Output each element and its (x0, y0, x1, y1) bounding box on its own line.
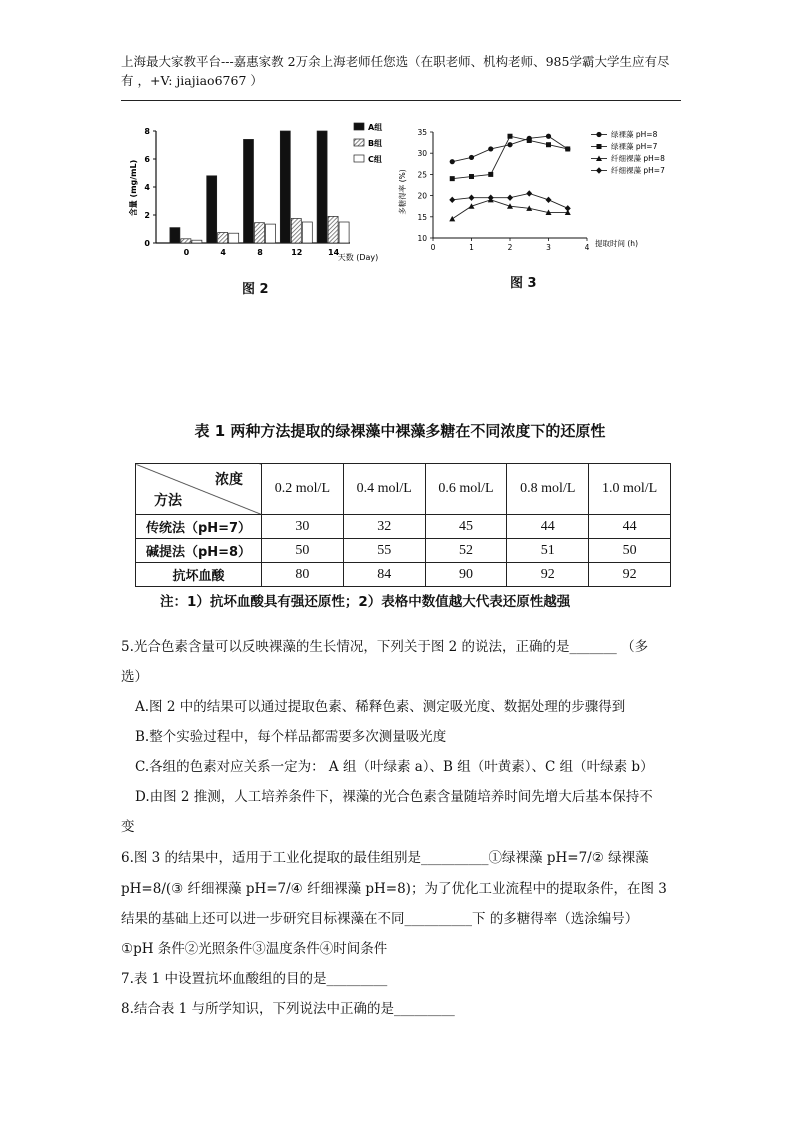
question-6-line-1: 6.图 3 的结果中，适用于工业化提取的最佳组别是__________①绿裸藻 pH=7/② 绿裸藻 (121, 850, 649, 866)
fig2-ylabel: 含量 (mg/mL) (129, 159, 138, 217)
fig2-x-tick-label: 0 (183, 248, 190, 257)
table-cell: 51 (507, 539, 589, 563)
header-line-1: 上海最大家教平台---嘉惠家教 2万余上海老师任您选（在职老师、机构老师、985学霸大学生应有尽 (121, 54, 670, 69)
table-cell: 92 (589, 563, 671, 587)
fig2-x-tick-label: 4 (220, 248, 226, 257)
row-label: 传统法（pH=7） (136, 515, 262, 539)
fig3-y-tick-label: 25 (417, 170, 427, 180)
fig3-point (526, 190, 532, 196)
question-8: 8.结合表 1 与所学知识，下列说法中正确的是_________ (121, 1001, 455, 1017)
table-corner-cell (136, 464, 262, 515)
page-header (121, 52, 681, 90)
fig2-bar (218, 233, 228, 244)
column-header: 0.8 mol/L (507, 464, 589, 515)
fig3-point (488, 195, 494, 201)
fig2-bar (181, 239, 191, 243)
fig2-y-tick-label: 4 (144, 183, 150, 192)
fig2-legend-swatch (354, 123, 364, 130)
figure-2-bar-chart (118, 118, 410, 278)
fig2-legend-swatch (354, 139, 364, 146)
column-header: 0.4 mol/L (343, 464, 425, 515)
column-header: 0.2 mol/L (262, 464, 344, 515)
table-1 (135, 463, 671, 587)
question-5-stem-cont: 选） (121, 669, 148, 685)
fig3-point (565, 205, 571, 211)
table-cell: 90 (425, 563, 507, 587)
fig2-bar (170, 228, 180, 243)
fig3-point (546, 142, 551, 147)
fig3-point (449, 216, 455, 222)
fig2-legend-label: A组 (368, 123, 383, 132)
fig3-point (488, 172, 493, 177)
fig2-x-tick-label: 14 (328, 248, 340, 257)
table-cell: 80 (262, 563, 344, 587)
table-1-title: 表 1 两种方法提取的绿裸藻中裸藻多糖在不同浓度下的还原性 (194, 422, 606, 440)
fig3-point (565, 146, 570, 151)
fig3-point (488, 146, 493, 151)
fig3-point (507, 195, 513, 201)
fig3-point (508, 134, 513, 139)
question-5-option-d-cont: 变 (121, 819, 135, 835)
fig3-legend-label: 绿裸藻 pH=7 (611, 142, 658, 151)
column-header: 0.6 mol/L (425, 464, 507, 515)
figure-2-caption: 图 2 (242, 282, 269, 297)
fig3-point (469, 195, 475, 201)
question-7: 7.表 1 中设置抗坏血酸组的目的是_________ (121, 971, 388, 987)
fig3-legend-marker (596, 132, 601, 137)
question-5-option-c: C.各组的色素对应关系一定为： A 组（叶绿素 a）、B 组（叶黄素）、C 组（叶绿素 b） (135, 759, 654, 775)
fig2-bar (291, 219, 301, 244)
fig3-y-tick-label: 35 (417, 128, 427, 137)
table-row (136, 563, 671, 587)
table-header-row (136, 464, 671, 515)
fig3-y-tick-label: 15 (417, 212, 427, 222)
fig2-bar (255, 223, 265, 243)
fig2-bar (192, 240, 202, 243)
fig3-point (546, 197, 552, 203)
fig3-point (546, 134, 551, 139)
header-divider (121, 100, 681, 101)
fig2-x-tick-label: 12 (291, 248, 303, 257)
fig3-y-tick-label: 10 (417, 234, 427, 243)
fig3-point (449, 197, 455, 203)
fig2-legend-label: B组 (368, 139, 383, 148)
question-6-line-2: pH=8/(③ 纤细裸藻 pH=7/④ 纤细裸藻 pH=8)；为了优化工业流程中的提取条件，在图 3 (121, 881, 667, 897)
fig2-bar (339, 222, 349, 243)
fig3-legend-label: 纤细裸藻 pH=7 (611, 166, 665, 175)
question-6-line-3: 结果的基础上还可以进一步研究目标裸藻在不同__________下 的多糖得率（选涂编号） (121, 911, 639, 927)
fig3-xlabel: 提取时间 (h) (595, 239, 638, 248)
fig3-ylabel: 多糖得率 (%) (398, 169, 407, 215)
fig2-bar (328, 216, 338, 243)
fig2-xlabel: 天数 (Day) (337, 253, 379, 262)
fig3-series-line (452, 200, 568, 219)
fig3-point (507, 142, 512, 147)
fig3-legend-marker (597, 144, 602, 149)
table-cell: 52 (425, 539, 507, 563)
row-label: 碱提法（pH=8） (136, 539, 262, 563)
fig3-legend-marker (596, 167, 602, 173)
corner-concentration-label: 浓度 (215, 472, 243, 488)
fig3-y-tick-label: 20 (417, 191, 427, 201)
table-cell: 44 (589, 515, 671, 539)
fig2-x-tick-label: 8 (257, 248, 263, 257)
table-cell: 44 (507, 515, 589, 539)
fig2-bar (244, 139, 254, 243)
fig3-legend-label: 绿裸藻 pH=8 (611, 130, 658, 139)
fig3-x-tick-label: 1 (469, 243, 474, 252)
question-5-option-b: B.整个实验过程中，每个样品都需要多次测量吸光度 (135, 729, 447, 745)
header-line-2: 有 ，+V: jiajiao6767 ） (121, 73, 263, 88)
fig3-point (450, 159, 455, 164)
fig3-x-tick-label: 4 (584, 243, 590, 252)
figure-3-caption: 图 3 (510, 276, 537, 291)
fig3-x-tick-label: 0 (430, 243, 436, 252)
fig2-bar (229, 233, 239, 243)
fig2-bar (302, 222, 312, 243)
table-cell: 50 (589, 539, 671, 563)
table-cell: 45 (425, 515, 507, 539)
fig2-legend-label: C组 (368, 155, 382, 164)
table-cell: 92 (507, 563, 589, 587)
fig2-y-tick-label: 6 (144, 155, 150, 164)
fig3-y-tick-label: 30 (417, 149, 427, 159)
fig2-bar (266, 224, 276, 243)
table-cell: 30 (262, 515, 344, 539)
fig2-legend-swatch (354, 155, 364, 162)
fig3-x-tick-label: 2 (507, 243, 513, 252)
fig2-y-tick-label: 0 (144, 239, 150, 248)
fig3-point (527, 138, 532, 143)
question-5-option-d: D.由图 2 推测，人工培养条件下，裸藻的光合色素含量随培养时间先增大后基本保持不 (135, 789, 653, 805)
fig2-bar (317, 131, 327, 243)
fig2-y-tick-label: 8 (144, 127, 150, 136)
fig3-x-tick-label: 3 (546, 243, 551, 252)
column-header: 1.0 mol/L (589, 464, 671, 515)
table-cell: 84 (343, 563, 425, 587)
figure-3-line-chart (395, 120, 695, 270)
row-label: 抗坏血酸 (136, 563, 262, 587)
table-row (136, 539, 671, 563)
fig2-y-tick-label: 2 (144, 211, 150, 220)
fig2-bar (280, 131, 290, 243)
fig2-bar (207, 176, 217, 243)
question-5-option-a: A.图 2 中的结果可以通过提取色素、稀释色素、测定吸光度、数据处理的步骤得到 (135, 699, 626, 715)
fig3-legend-label: 纤细裸藻 pH=8 (611, 154, 665, 163)
table-1-note: 注：1）抗坏血酸具有强还原性；2）表格中数值越大代表还原性越强 (160, 594, 571, 610)
table-cell: 55 (343, 539, 425, 563)
table-cell: 32 (343, 515, 425, 539)
fig3-point (450, 176, 455, 181)
fig3-point (469, 155, 474, 160)
table-cell: 50 (262, 539, 344, 563)
fig3-point (469, 174, 474, 179)
corner-method-label: 方法 (154, 493, 182, 509)
question-6-line-4: ①pH 条件②光照条件③温度条件④时间条件 (121, 941, 388, 957)
table-row (136, 515, 671, 539)
question-5-stem: 5.光合色素含量可以反映裸藻的生长情况，下列关于图 2 的说法，正确的是_______ （多 (121, 639, 649, 655)
